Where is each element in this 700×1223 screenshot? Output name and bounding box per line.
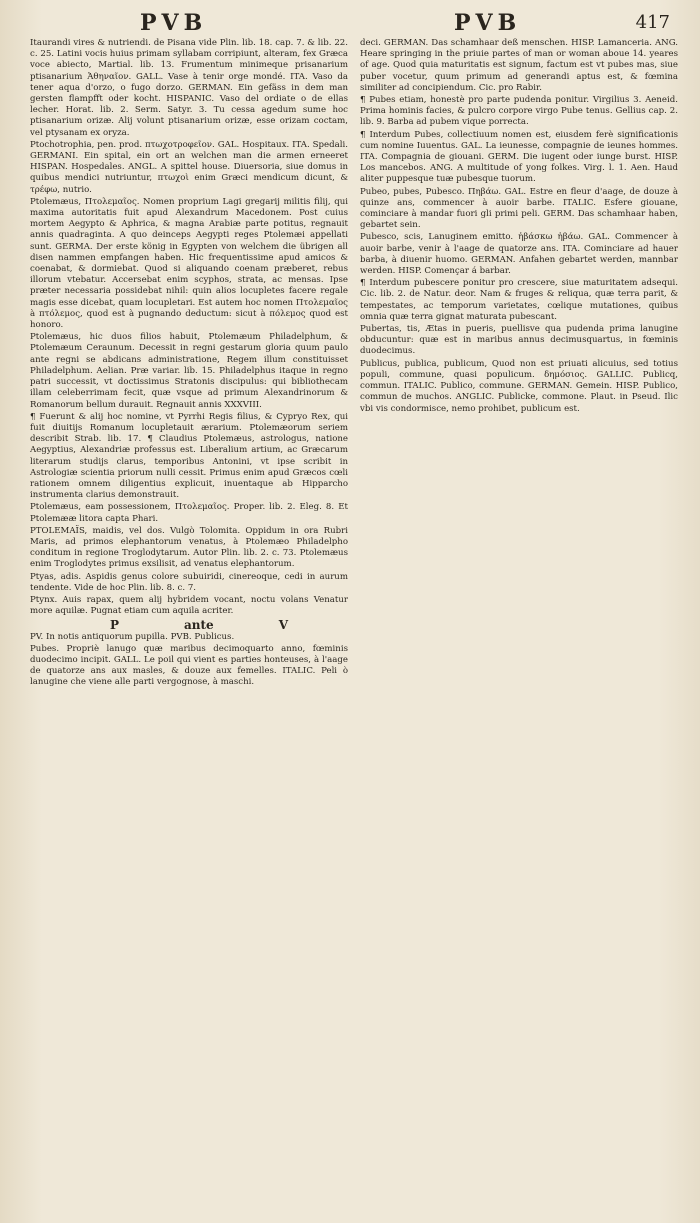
entry: ¶ Interdum pubescere ponitur pro crescere, siue maturitatem adsequi. Cic. lib. 2. de Natur. deor. Nam & fruges & reliqua, quæ terra parit, & tempestates, ac temporum varietates, cœlique mutationes, quibus omnia quæ terra gignat maturata pubescant. <box>360 278 678 322</box>
entry: Ptyas, adis. Aspidis genus colore subuiridi, cinereoque, cedi in aurum tendente. Vide de hoc Plin. lib. 8. c. 7. <box>30 571 348 593</box>
entry: Ptynx. Auis rapax, quem alij hybridem vocant, noctu volans Venatur more aquilæ. Pugnat etiam cum aquila acriter. <box>30 594 348 617</box>
running-header <box>30 10 678 38</box>
entry: Itaurandi vires & nutriendi. de Pisana vide Plin. lib. 18. cap. 7. & lib. 22. c. 25. Latini vocis huius primam syllabam corripiunt, alteram, fex Græca voce abiecto, Martial. lib. 13. Frumentum minimeque prisanarium ptisanarium Ἀθηναῖον. GALL. Vase à tenir orge mondé. ITA. Vaso da tener aqua d'orzo, o fugo dorzo. GERMAN. Ein gefäss in dem man gersten flampfft oder kocht. HISPANIC. Vaso del ordiate o de ellas lecher. Horat. lib. 2. Serm. Satyr. 3. Tu cessa agedum sume hoc ptisanarium orizæ. Alij volunt ptisanarium orizæ, esse orizam coctam, vel ptysanam ex oryza. <box>30 38 348 138</box>
entry: PV. In notis antiquorum pupilla. PVB. Publicus. <box>30 631 235 642</box>
entry: ¶ Fuerunt & alij hoc nomine, vt Pyrrhi Regis filius, & Cypryo Rex, qui fuit diuitijs Romanum locupletauit ærarium. Ptolemæorum seriem describit Strab. lib. 17. ¶ Claudius Ptolemæus, astrologus, natione Aegyptius, Alexandriæ professus est. Liberalium artium, ac Græcarum literarum studijs clarus, temporibus Antonini, vt ipse scribit in Astrologiæ scientia priorum nulli cessit. Primus enim apud Græcos cœli rationem omnem diligentius explicuit, inuentaque ab Hipparcho instrumenta clarius demonstrauit. <box>30 411 348 501</box>
section-ante: ante <box>184 618 214 633</box>
page-number: 417 <box>635 12 670 33</box>
section-next: V <box>278 618 288 633</box>
entry: Ptolemæus, eam possessionem, Πτολεμαῖος. Proper. lib. 2. Eleg. 8. Et Ptolemææ litora capta Phari. <box>30 502 348 524</box>
entry: Publicus, publica, publicum, Quod non est priuati alicuius, sed totius populi, commune, quasi populicum. δημόσιος. GALLIC. Publicq, commun. ITALIC. Publico, commune. GERMAN. Gemein. HISP. Publico, commun de muchos. ANGLIC. Publicke, commone. Plaut. in Pseud. Ilic vbi vis condormisce, nemo prohibet, publicum est. <box>360 358 678 414</box>
entry: Pubesco, scis, Lanuginem emitto. ἡβάσκω ἡβάω. GAL. Commencer à auoir barbe, venir à l'aage de quatorze ans. ITA. Cominciare ad hauer barba, à diuenir huomo. GERMAN. Anfahen gebartet werden, mannbar werden. HISP. Començar á barbar. <box>360 232 678 277</box>
entry: Pubes. Propriè lanugo quæ maribus decimoquarto anno, fœminis duodecimo incipit. GALL. Le poil qui vient es parties honteuses, à l'aage de quatorze ans aux masles, & douze aux femelles. ITALIC. Peli ò lanugine che viene alle parti vergognose, à maschi. <box>30 643 348 688</box>
entry: Pubeo, pubes, Pubesco. Πηβάω. GAL. Estre en fleur d'aage, de douze à quinze ans, commencer à auoir barbe. ITALIC. Esfere giouane, cominciare à mandar fuori gli primi peli. GERM. Das schamhaar haben, gebartet sein. <box>360 186 678 231</box>
section-letter: P <box>110 618 120 633</box>
entry: deci. GERMAN. Das schamhaar deß menschen. HISP. Lamanceria. ANG. Heare springing in the priuie partes of man or woman aboue 14. yeares of age. Quod quia maturitatis est signum, factum est vt pubes mas, siue puber vocetur, quum primum ad generandi aptus est, & fœmina similiter ad concipiendum. Cic. pro Rabir. <box>360 38 678 93</box>
entry: Ptochotrophia, pen. prod. πτωχοτροφεῖον. GAL. Hospitaux. ITA. Spedali. GERMANI. Ein spital, ein ort an welchen man die armen erneeret HISPAN. Hospedales. ANGL. A spittel house. Diuersoria, siue domus in quibus mendici nutriuntur, πτωχοὶ enim Græci mendicum dicunt, & τρέφω, nutrio. <box>30 139 348 195</box>
right-column <box>360 38 678 690</box>
entry: Pubertas, tis, Ætas in pueris, puellisve qua pudenda prima lanugine obducuntur: quæ est in maribus annus decimusquartus, in fœminis duodecimus. <box>360 324 678 357</box>
section-heading <box>30 618 348 631</box>
entry: Ptolemæus, Πτολεμαῖος. Nomen proprium Lagi gregarij militis filij, qui maxima autoritatis fuit apud Alexandrum Macedonem. Post cuius mortem Aegypto & Aphrica, & magna Arabiæ parte potitus, regnauit annis quadraginta. A quo deinceps Aegypti reges Ptolemæi appellati sunt. GERMA. Der erste könig in Egypten von welchem die übrigen all disen nammen empfangen haben. Hic frequentissime apud amicos & coenabat, & dormiebat. Quod si aliquando coenam præberet, rebus illorum vtebatur. Accersebat enim scyphos, strata, ac mensas. Ipse præter necessaria possidebat nihil: quin alios locupletes facere regale magis esse dicebat, quam locupletari. Est autem hoc nomen Πτολεμαῖος à πτόλεμος, quod est à pugnando deductum: sicut à πόλεμος quod est honoro. <box>30 196 348 331</box>
left-column <box>30 38 348 690</box>
header-left: PVB <box>140 10 208 36</box>
header-right: PVB <box>454 10 522 36</box>
entry: Ptolemæus, hic duos filios habuit, Ptolemæum Philadelphum, & Ptolemæum Ceraunum. Decessit in regni gestarum gloria quum paulo ante regni se abdicans administratione, Regem illum constituisset Philadelphum. Aelian. Præ variar. lib. 15. Philadelphus itaque in regno patri successit, vt doctissimus Stratonis discipulus: qui bibliothecam illam celeberrimam fecit, quæ vsque ad primum Alexandrinorum & Romanorum bellum durauit. Regnauit annis XXXVIII. <box>30 332 348 410</box>
entry: PTOLEMAÏS, maidis, vel dos. Vulgò Tolomita. Oppidum in ora Rubri Maris, ad primos elephantorum venatus, à Ptolemæo Philadelpho conditum in regione Troglodytarum. Autor Plin. lib. 2. c. 73. Ptolemæus enim Troglodytes primus exsilisit, ad venatus elephantorum. <box>30 525 348 570</box>
entry: ¶ Interdum Pubes, collectiuum nomen est, eiusdem ferè significationis cum nomine Iuuentus. GAL. La ieunesse, compagnie de ieunes hommes. ITA. Compagnia de giouani. GERM. Die iugent oder iunge burst. HISP. Los mancebos. ANG. A multitude of yong folkes. Virg. l. 1. Aen. Haud aliter puppesque tuæ pubesque tuorum. <box>360 129 678 185</box>
entry: ¶ Pubes etiam, honestè pro parte pudenda ponitur. Virgilius 3. Aeneid. Prima hominis facies, & pulcro corpore virgo Pube tenus. Gellius cap. 2. lib. 9. Barba ad pubem vique porrecta. <box>360 95 678 128</box>
